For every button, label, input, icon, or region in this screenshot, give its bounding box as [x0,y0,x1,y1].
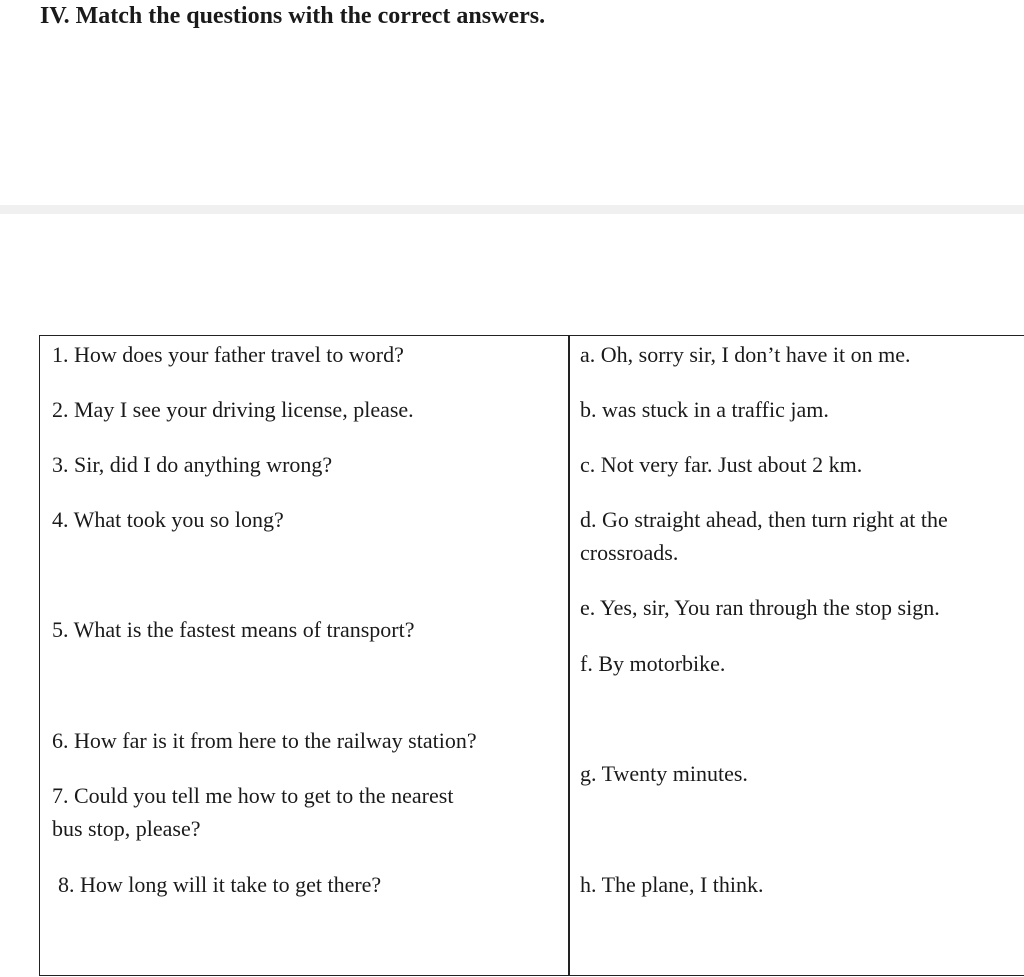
divider-band [0,205,1024,214]
answer-c: c. Not very far. Just about 2 km. [580,452,863,477]
column-divider [568,336,570,975]
question-4: 4. What took you so long? [52,507,284,532]
question-3: 3. Sir, did I do anything wrong? [52,452,333,477]
answer-h: h. The plane, I think. [580,872,764,897]
matching-table [39,335,1024,976]
question-7-line-2: bus stop, please? [52,816,201,841]
question-2: 2. May I see your driving license, please. [52,397,414,422]
answer-a: a. Oh, sorry sir, I don’t have it on me. [580,342,911,367]
question-7-line-1: 7. Could you tell me how to get to the nearest [52,783,454,808]
answer-g: g. Twenty minutes. [580,761,748,786]
answer-b: b. was stuck in a traffic jam. [580,397,829,422]
question-1: 1. How does your father travel to word? [52,342,404,367]
question-5: 5. What is the fastest means of transport? [52,617,415,642]
answer-d-line-1: d. Go straight ahead, then turn right at the [580,507,948,532]
question-6: 6. How far is it from here to the railway station? [52,728,477,753]
answer-e: e. Yes, sir, You ran through the stop sign. [580,595,940,620]
exercise-heading: IV. Match the questions with the correct answers. [40,3,546,29]
answer-f: f. By motorbike. [580,651,726,676]
question-8: 8. How long will it take to get there? [58,872,382,897]
answer-d-line-2: crossroads. [580,540,679,565]
